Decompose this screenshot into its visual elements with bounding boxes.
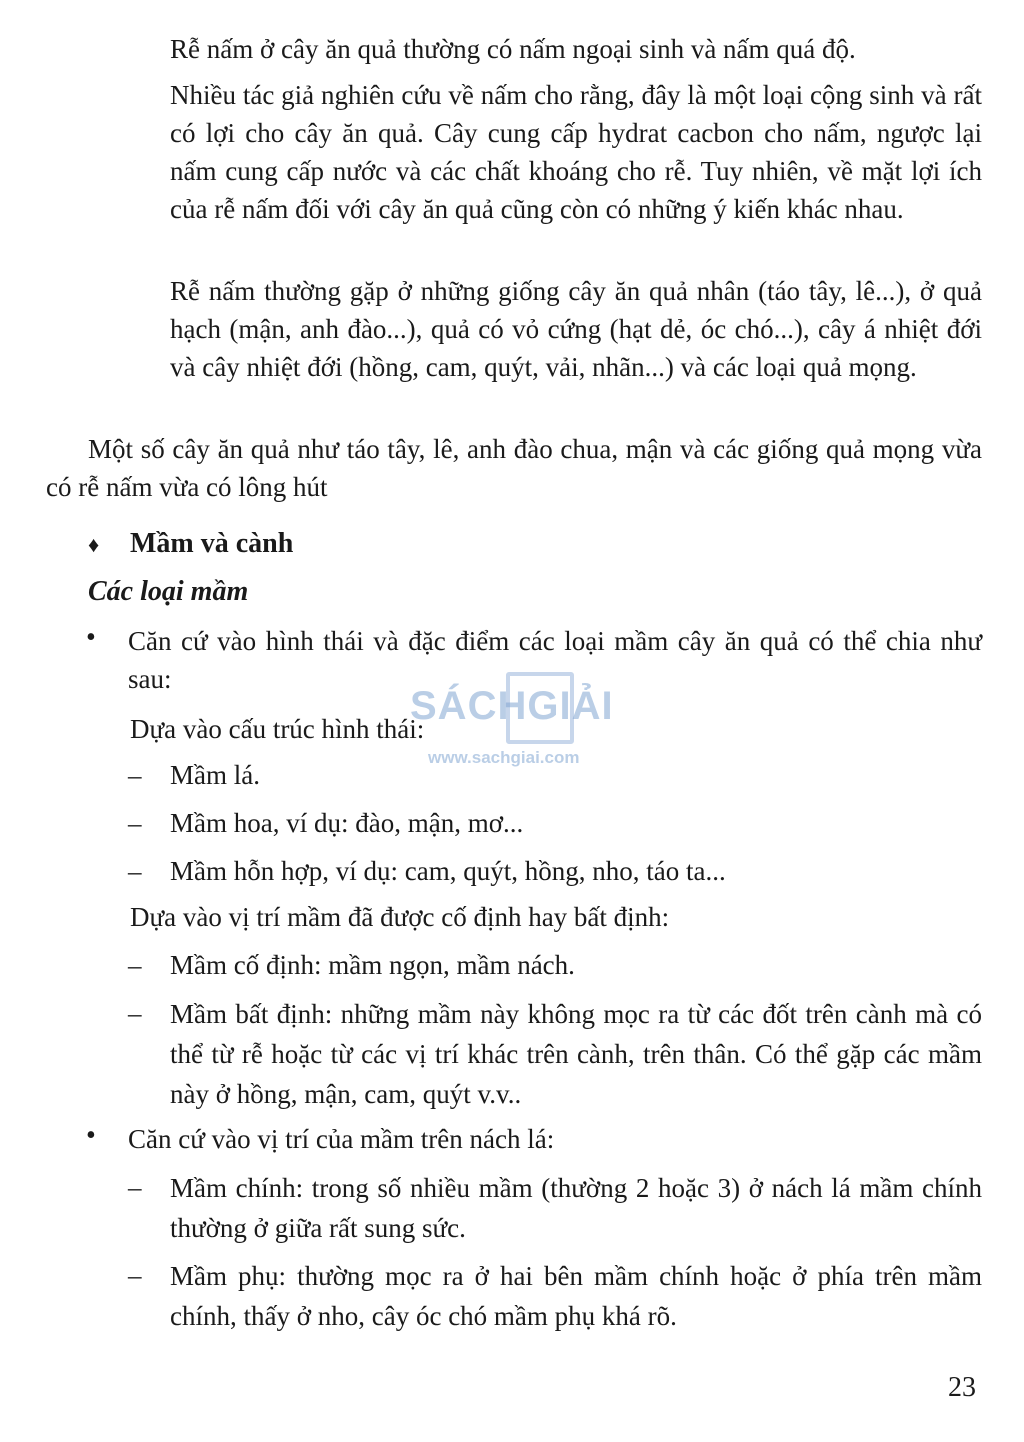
dash-item-mixed-bud: Mầm hỗn hợp, ví dụ: cam, quýt, hồng, nho, táo ta...: [170, 856, 726, 886]
diamond-icon: ♦: [88, 532, 100, 557]
section-heading: Mầm và cành: [130, 528, 294, 559]
dash-icon: –: [128, 760, 142, 790]
watermark-logo-text: SÁCHGIẢI: [410, 684, 614, 728]
subsection-heading: Các loại mầm: [88, 576, 249, 607]
dash-item-leaf-bud: Mầm lá.: [170, 760, 260, 790]
label-position: Dựa vào vị trí mầm đã được cố định hay bất định:: [130, 902, 670, 932]
paragraph-symbiosis: Nhiều tác giả nghiên cứu về nấm cho rằng, đây là một loại cộng sinh và rất có lợi cho cây ăn quả. Cây cung cấp hydrat cacbon cho nấm, ngược lại nấm cung cấp nước và các chất khoáng cho rễ. Tuy nhiên, về mặt lợi ích của rễ nấm đối với cây ăn quả cũng còn có những ý kiến khác nhau.: [170, 80, 982, 224]
bullet-item-axil-position: Căn cứ vào vị trí của mầm trên nách lá:: [128, 1124, 555, 1154]
dash-icon: –: [128, 998, 142, 1028]
paragraph-occurrence: Rễ nấm thường gặp ở những giống cây ăn quả nhân (táo tây, lê...), ở quả hạch (mận, anh đào...), quả có vỏ cứng (hạt dẻ, óc chó...), cây á nhiệt đới và cây nhiệt đới (hồng, cam, quýt, vải, nhãn...) và các loại quả mọng.: [170, 276, 982, 382]
label-structure: Dựa vào cấu trúc hình thái:: [130, 714, 425, 744]
dash-icon: –: [128, 1260, 142, 1290]
dash-item-fixed-bud: Mầm cố định: mầm ngọn, mầm nách.: [170, 950, 575, 980]
watermark: [410, 672, 620, 772]
watermark-url: www.sachgiai.com: [428, 748, 580, 767]
paragraph-mycorrhiza-types: Rễ nấm ở cây ăn quả thường có nấm ngoại sinh và nấm quá độ.: [170, 34, 856, 64]
dash-icon: –: [128, 808, 142, 838]
bullet-icon: •: [86, 622, 96, 653]
dash-icon: –: [128, 1172, 142, 1202]
dash-item-main-bud: Mầm chính: trong số nhiều mầm (thường 2 hoặc 3) ở nách lá mầm chính thường ở giữa rất sung sức.: [170, 1173, 982, 1243]
page-number: 23: [948, 1372, 976, 1403]
bullet-icon: •: [86, 1120, 96, 1151]
dash-icon: –: [128, 950, 142, 980]
dash-item-adventitious-bud: Mầm bất định: những mầm này không mọc ra từ các đốt trên cành mà có thể từ rễ hoặc từ các vị trí khác trên cành, trên thân. Có thể gặp các mầm này ở hồng, mận, cam, quýt v.v..: [170, 999, 982, 1109]
paragraph-root-hairs: Một số cây ăn quả như táo tây, lê, anh đào chua, mận và các giống quả mọng vừa có rễ nấm vừa có lông hút: [46, 434, 982, 502]
dash-icon: –: [128, 856, 142, 886]
bullet-item-morphology: Căn cứ vào hình thái và đặc điểm các loại mầm cây ăn quả có thể chia như sau:: [128, 626, 982, 694]
dash-item-secondary-bud: Mầm phụ: thường mọc ra ở hai bên mầm chính hoặc ở phía trên mầm chính, thấy ở nho, cây óc chó mầm phụ khá rõ.: [170, 1261, 982, 1331]
dash-item-flower-bud: Mầm hoa, ví dụ: đào, mận, mơ...: [170, 808, 524, 838]
